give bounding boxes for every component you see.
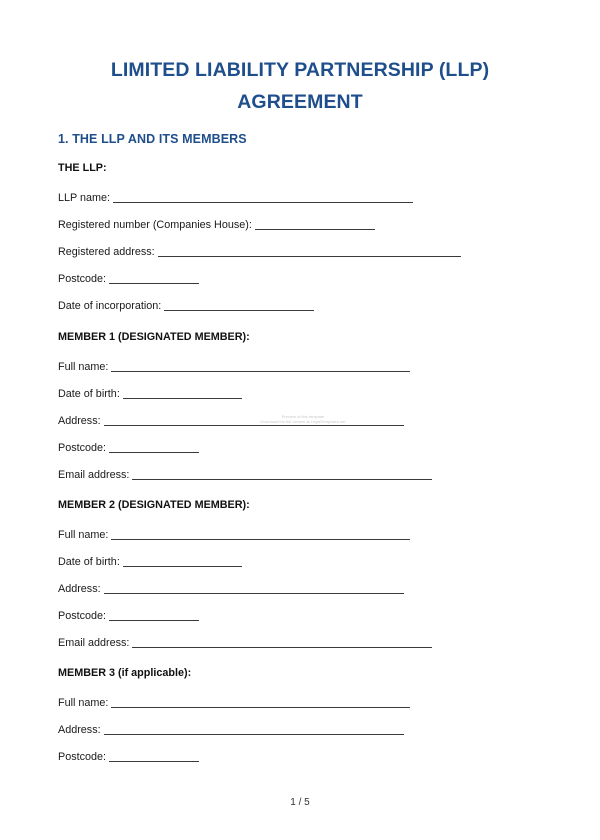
watermark-line-1: Preview of this template (281, 414, 325, 419)
member3-full-name-label: Full name: (58, 697, 109, 710)
member2-dob-label: Date of birth: (58, 556, 120, 569)
member3-address-input-line[interactable] (104, 734, 404, 735)
member3-full-name-input-line[interactable] (111, 707, 410, 708)
member1-address-input-line[interactable] (104, 425, 404, 426)
member2-dob-input-line[interactable] (123, 566, 242, 567)
llp-postcode-input-line[interactable] (109, 283, 199, 284)
llp-reg-address-input-line[interactable] (158, 256, 461, 257)
llp-heading: THE LLP: (58, 162, 107, 174)
member3-address-label: Address: (58, 724, 101, 737)
page-number: 1 / 5 (290, 797, 310, 808)
member1-postcode-input-line[interactable] (109, 452, 199, 453)
llp-reg-number-input-line[interactable] (255, 229, 375, 230)
member1-dob-input-line[interactable] (123, 398, 242, 399)
member1-address-label: Address: (58, 415, 101, 428)
member1-email-input-line[interactable] (132, 479, 432, 480)
member2-email-field[interactable] (58, 631, 432, 649)
llp-name-input-line[interactable] (113, 202, 413, 203)
llp-incorporation-label: Date of incorporation: (58, 300, 162, 313)
member1-postcode-field[interactable] (58, 436, 199, 454)
llp-postcode-field[interactable] (58, 267, 199, 285)
llp-postcode-label: Postcode: (58, 273, 107, 286)
llp-reg-address-label: Registered address: (58, 246, 155, 259)
member2-full-name-field[interactable] (58, 523, 410, 541)
member2-postcode-label: Postcode: (58, 610, 107, 623)
preview-watermark (248, 414, 358, 424)
member2-address-label: Address: (58, 583, 101, 596)
document-title-line-1: LIMITED LIABILITY PARTNERSHIP (LLP) (110, 59, 490, 81)
member2-postcode-field[interactable] (58, 604, 199, 622)
member2-email-label: Email address: (58, 637, 130, 650)
member2-address-input-line[interactable] (104, 593, 404, 594)
member3-postcode-input-line[interactable] (109, 761, 199, 762)
section-heading-llp-members: 1. THE LLP AND ITS MEMBERS (58, 132, 247, 146)
llp-incorporation-input-line[interactable] (164, 310, 314, 311)
member3-full-name-field[interactable] (58, 691, 410, 709)
document-title-line-2: AGREEMENT (237, 91, 363, 113)
llp-reg-address-field[interactable] (58, 240, 461, 258)
member2-dob-field[interactable] (58, 550, 242, 568)
member1-heading: MEMBER 1 (DESIGNATED MEMBER): (58, 331, 250, 343)
member1-postcode-label: Postcode: (58, 442, 107, 455)
member1-dob-field[interactable] (58, 382, 242, 400)
member2-heading: MEMBER 2 (DESIGNATED MEMBER): (58, 499, 250, 511)
member2-full-name-input-line[interactable] (111, 539, 410, 540)
llp-reg-number-field[interactable] (58, 213, 375, 231)
llp-incorporation-field[interactable] (58, 294, 314, 312)
watermark-line-2: Download the full version at LegalTemplates.net (260, 419, 346, 425)
member1-full-name-label: Full name: (58, 361, 109, 374)
member1-email-label: Email address: (58, 469, 130, 482)
member1-dob-label: Date of birth: (58, 388, 120, 401)
member3-address-field[interactable] (58, 718, 404, 736)
member2-postcode-input-line[interactable] (109, 620, 199, 621)
member3-postcode-label: Postcode: (58, 751, 107, 764)
member3-postcode-field[interactable] (58, 745, 199, 763)
member1-full-name-input-line[interactable] (111, 371, 410, 372)
member1-full-name-field[interactable] (58, 355, 410, 373)
llp-reg-number-label: Registered number (Companies House): (58, 219, 252, 232)
member1-email-field[interactable] (58, 463, 432, 481)
member2-email-input-line[interactable] (132, 647, 432, 648)
llp-name-field[interactable] (58, 186, 413, 204)
member2-full-name-label: Full name: (58, 529, 109, 542)
member2-address-field[interactable] (58, 577, 404, 595)
llp-name-label: LLP name: (58, 192, 111, 205)
member3-heading: MEMBER 3 (if applicable): (58, 667, 192, 679)
